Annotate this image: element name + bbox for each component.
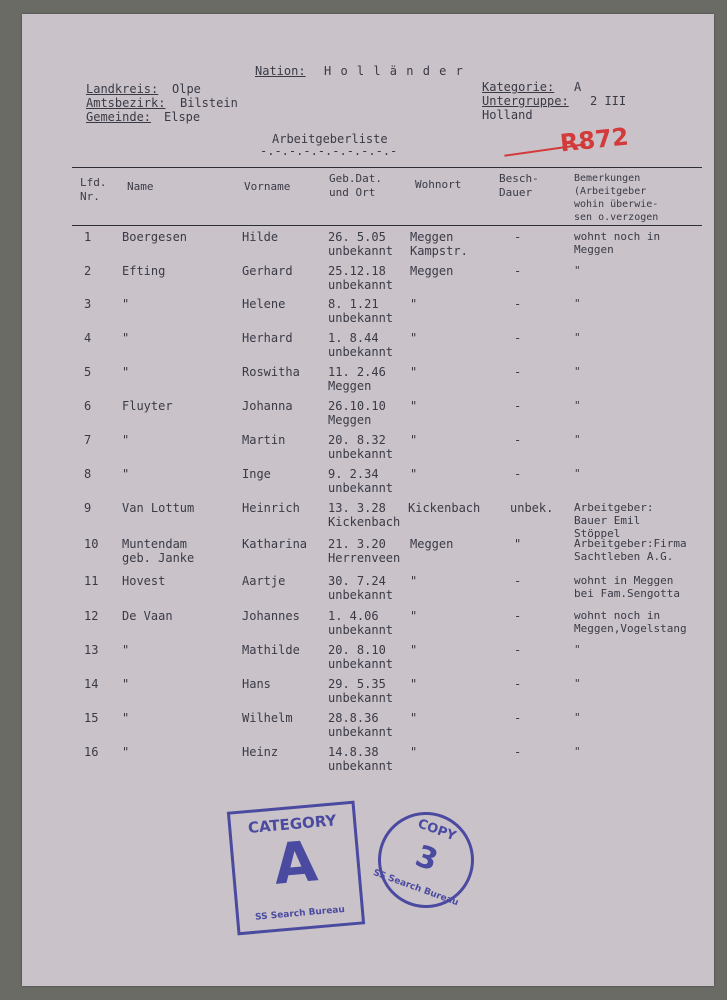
- row-geburt: 8. 1.21 unbekannt: [328, 297, 394, 325]
- row-beschaeftigung: -: [514, 574, 522, 588]
- row-vorname: Hans: [242, 677, 271, 691]
- copy-stamp-label: COPY: [415, 816, 458, 845]
- row-name: ": [122, 711, 130, 725]
- row-vorname: Inge: [242, 467, 271, 481]
- row-beschaeftigung: -: [514, 467, 522, 481]
- kategorie-label: Kategorie:: [482, 80, 555, 94]
- col-header-bemerkungen: Bemerkungen (Arbeitgeber wohin überwie- sen o.verzogen: [574, 173, 659, 223]
- kategorie-value: A: [574, 80, 582, 94]
- row-name: Van Lottum: [122, 501, 195, 515]
- row-number: 6: [84, 399, 92, 413]
- row-vorname: Katharina: [242, 537, 308, 551]
- row-beschaeftigung: -: [514, 677, 522, 691]
- row-wohnort: Kickenbach: [408, 501, 481, 515]
- row-vorname: Helene: [242, 297, 286, 311]
- row-name: ": [122, 677, 130, 691]
- row-bemerkungen: wohnt noch in Meggen,Vogelstang: [574, 609, 687, 635]
- row-name: ": [122, 433, 130, 447]
- gemeinde-value: Elspe: [164, 110, 201, 124]
- row-geburt: 11. 2.46 Meggen: [328, 365, 386, 393]
- row-vorname: Johanna: [242, 399, 293, 413]
- row-vorname: Aartje: [242, 574, 286, 588]
- row-name: ": [122, 331, 130, 345]
- row-wohnort: ": [410, 331, 418, 345]
- row-number: 10: [84, 537, 99, 551]
- row-name: De Vaan: [122, 609, 173, 623]
- row-vorname: Johannes: [242, 609, 300, 623]
- row-wohnort: ": [410, 399, 418, 413]
- row-number: 7: [84, 433, 92, 447]
- row-geburt: 25.12.18 unbekannt: [328, 264, 394, 292]
- list-title: Arbeitgeberliste: [272, 132, 388, 146]
- row-wohnort: ": [410, 467, 418, 481]
- row-geburt: 26.10.10 Meggen: [328, 399, 386, 427]
- category-stamp-label: CATEGORY: [247, 811, 338, 837]
- col-header-lfd: Lfd. Nr.: [80, 176, 107, 203]
- row-vorname: Hilde: [242, 230, 279, 244]
- row-wohnort: ": [410, 677, 418, 691]
- category-stamp-sub: SS Search Bureau: [254, 904, 346, 923]
- row-number: 3: [84, 297, 92, 311]
- category-stamp-value: A: [271, 829, 321, 898]
- category-stamp: [227, 801, 365, 936]
- row-geburt: 1. 4.06 unbekannt: [328, 609, 394, 637]
- row-number: 4: [84, 331, 92, 345]
- col-header-name: Name: [127, 180, 154, 193]
- row-beschaeftigung: unbek.: [510, 501, 554, 515]
- row-bemerkungen: wohnt noch in Meggen: [574, 230, 661, 256]
- row-bemerkungen: ": [574, 745, 581, 758]
- row-wohnort: Meggen Kampstr.: [410, 230, 468, 258]
- land-value: Holland: [482, 108, 533, 122]
- row-vorname: Mathilde: [242, 643, 300, 657]
- row-geburt: 21. 3.20 Herrenveen: [328, 537, 401, 565]
- row-number: 11: [84, 574, 99, 588]
- row-beschaeftigung: -: [514, 745, 522, 759]
- row-bemerkungen: wohnt in Meggen bei Fam.Sengotta: [574, 574, 680, 600]
- row-name: ": [122, 745, 130, 759]
- row-beschaeftigung: -: [514, 711, 522, 725]
- row-geburt: 14.8.38 unbekannt: [328, 745, 394, 773]
- row-number: 13: [84, 643, 99, 657]
- row-wohnort: ": [410, 711, 418, 725]
- nation-value: H o l l ä n d e r: [324, 64, 464, 78]
- row-wohnort: ": [410, 433, 418, 447]
- row-name: Boergesen: [122, 230, 188, 244]
- row-vorname: Roswitha: [242, 365, 300, 379]
- row-wohnort: ": [410, 609, 418, 623]
- row-vorname: Martin: [242, 433, 286, 447]
- row-name: Hovest: [122, 574, 166, 588]
- document-page: [22, 14, 714, 986]
- row-bemerkungen: ": [574, 677, 581, 690]
- row-geburt: 20. 8.10 unbekannt: [328, 643, 394, 671]
- row-bemerkungen: ": [574, 467, 581, 480]
- row-bemerkungen: ": [574, 264, 581, 277]
- row-number: 8: [84, 467, 92, 481]
- row-wohnort: ": [410, 745, 418, 759]
- untergruppe-label: Untergruppe:: [482, 94, 569, 108]
- row-wohnort: ": [410, 643, 418, 657]
- table-top-rule: [72, 167, 702, 168]
- row-beschaeftigung: -: [514, 264, 522, 278]
- row-beschaeftigung: ": [514, 537, 522, 551]
- row-number: 2: [84, 264, 92, 278]
- row-number: 5: [84, 365, 92, 379]
- list-title-deco: -.-.-.-.-.-.-.-.-.-: [260, 144, 398, 158]
- row-number: 15: [84, 711, 99, 725]
- copy-stamp-value: 3: [410, 838, 443, 879]
- row-wohnort: ": [410, 365, 418, 379]
- row-name: Muntendam geb. Janke: [122, 537, 195, 565]
- row-wohnort: Meggen: [410, 264, 454, 278]
- untergruppe-value: 2 III: [590, 94, 627, 108]
- col-header-geb: Geb.Dat. und Ort: [329, 172, 382, 199]
- gemeinde-label: Gemeinde:: [86, 110, 152, 124]
- col-header-besch: Besch- Dauer: [499, 172, 539, 199]
- row-name: ": [122, 467, 130, 481]
- row-geburt: 29. 5.35 unbekannt: [328, 677, 394, 705]
- row-name: Fluyter: [122, 399, 173, 413]
- row-beschaeftigung: -: [514, 399, 522, 413]
- row-vorname: Gerhard: [242, 264, 293, 278]
- row-bemerkungen: ": [574, 297, 581, 310]
- row-beschaeftigung: -: [514, 297, 522, 311]
- row-beschaeftigung: -: [514, 365, 522, 379]
- row-wohnort: Meggen: [410, 537, 454, 551]
- landkreis-label: Landkreis:: [86, 82, 159, 96]
- row-geburt: 1. 8.44 unbekannt: [328, 331, 394, 359]
- nation-label: Nation:: [255, 64, 306, 78]
- row-geburt: 13. 3.28 Kickenbach: [328, 501, 401, 529]
- row-bemerkungen: ": [574, 365, 581, 378]
- row-vorname: Wilhelm: [242, 711, 293, 725]
- amtsbezirk-label: Amtsbezirk:: [86, 96, 166, 110]
- row-bemerkungen: ": [574, 643, 581, 656]
- row-bemerkungen: ": [574, 399, 581, 412]
- row-vorname: Herhard: [242, 331, 293, 345]
- row-name: ": [122, 297, 130, 311]
- row-bemerkungen: ": [574, 331, 581, 344]
- landkreis-value: Olpe: [172, 82, 201, 96]
- row-beschaeftigung: -: [514, 433, 522, 447]
- row-number: 14: [84, 677, 99, 691]
- row-name: ": [122, 365, 130, 379]
- col-header-wohnort: Wohnort: [415, 178, 462, 191]
- row-number: 12: [84, 609, 99, 623]
- row-geburt: 28.8.36 unbekannt: [328, 711, 394, 739]
- row-bemerkungen: ": [574, 433, 581, 446]
- col-header-vorname: Vorname: [244, 180, 291, 193]
- row-geburt: 20. 8.32 unbekannt: [328, 433, 394, 461]
- row-number: 1: [84, 230, 92, 244]
- row-geburt: 26. 5.05 unbekannt: [328, 230, 394, 258]
- row-number: 9: [84, 501, 92, 515]
- row-wohnort: ": [410, 574, 418, 588]
- row-beschaeftigung: -: [514, 643, 522, 657]
- row-bemerkungen: Arbeitgeber: Bauer Emil Stöppel: [574, 501, 654, 540]
- row-name: ": [122, 643, 130, 657]
- row-vorname: Heinrich: [242, 501, 300, 515]
- row-beschaeftigung: -: [514, 230, 522, 244]
- row-number: 16: [84, 745, 99, 759]
- row-geburt: 9. 2.34 unbekannt: [328, 467, 394, 495]
- row-bemerkungen: ": [574, 711, 581, 724]
- copy-stamp-sub: SS Search Bureau: [371, 868, 460, 909]
- amtsbezirk-value: Bilstein: [180, 96, 238, 110]
- red-reference-number: R872: [558, 122, 630, 158]
- table-header-rule: [72, 225, 702, 226]
- row-bemerkungen: Arbeitgeber:Firma Sachtleben A.G.: [574, 537, 687, 563]
- row-beschaeftigung: -: [514, 331, 522, 345]
- row-name: Efting: [122, 264, 166, 278]
- row-geburt: 30. 7.24 unbekannt: [328, 574, 394, 602]
- row-beschaeftigung: -: [514, 609, 522, 623]
- row-wohnort: ": [410, 297, 418, 311]
- row-vorname: Heinz: [242, 745, 279, 759]
